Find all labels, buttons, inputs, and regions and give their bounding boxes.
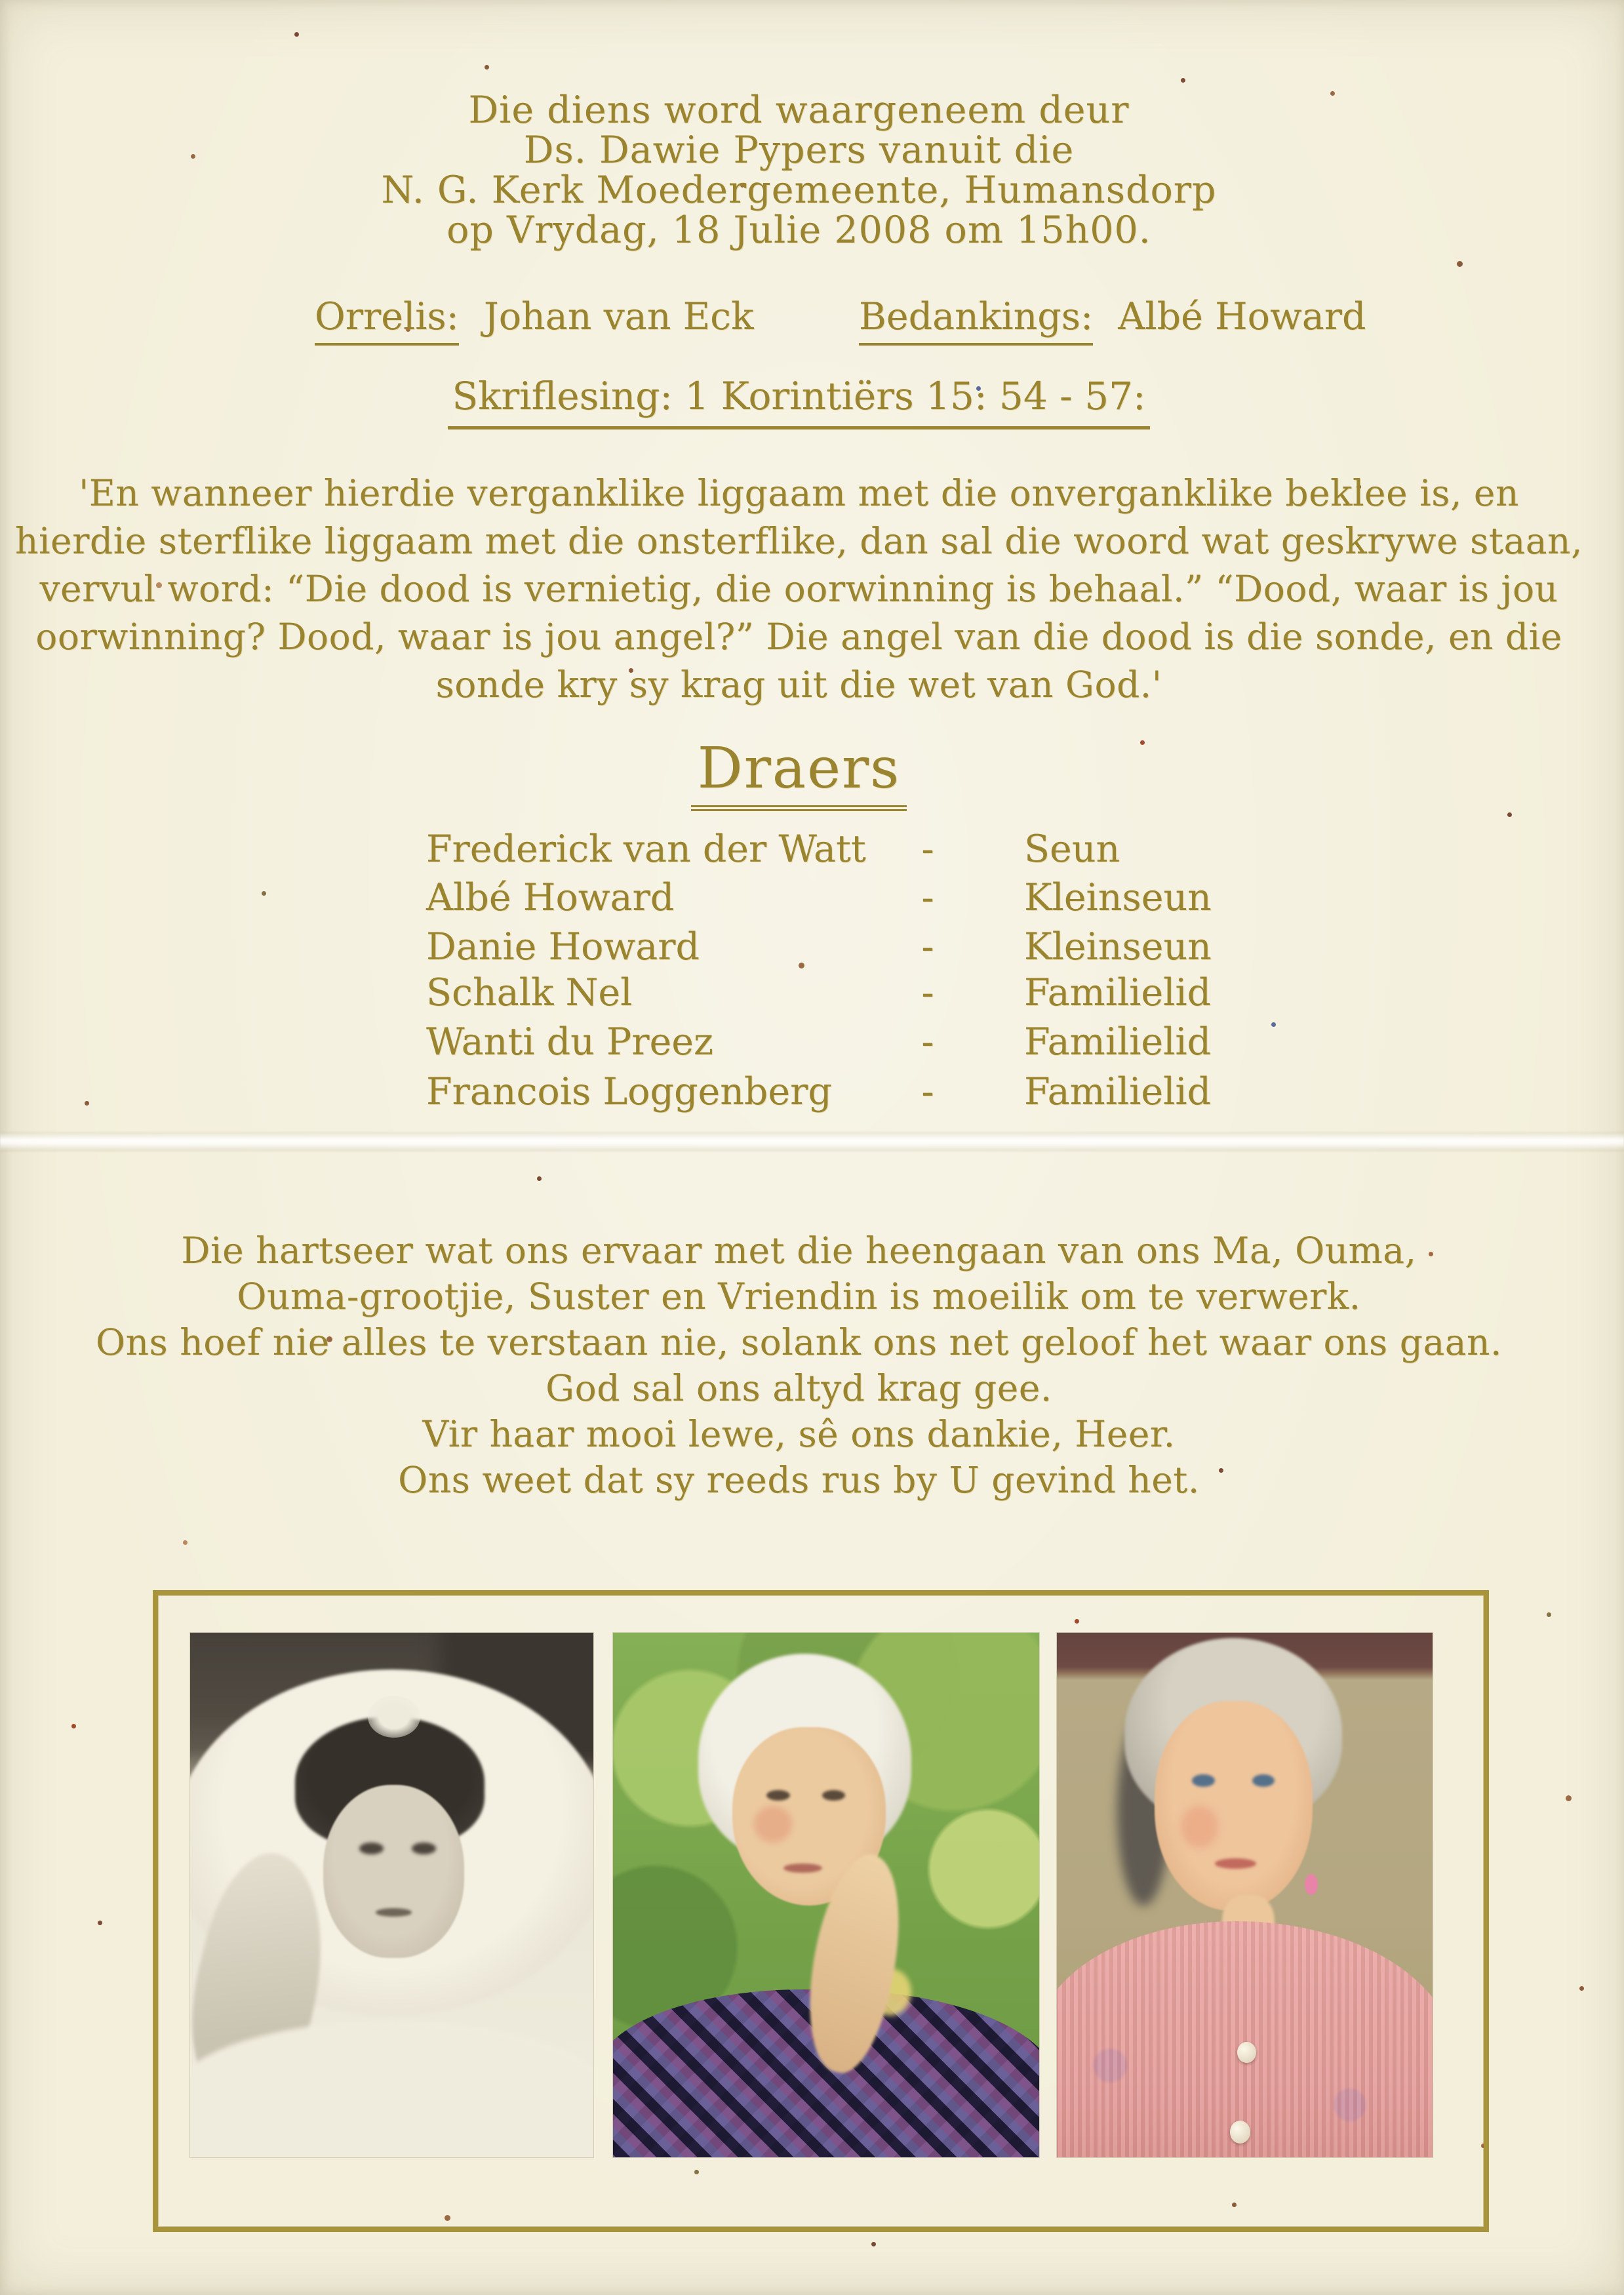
fold-crease	[0, 1132, 1624, 1151]
scripture-heading	[0, 374, 1611, 429]
eye-shape	[359, 1843, 384, 1854]
organist-name: Johan van Eck	[483, 295, 754, 338]
wedding-dress-shape	[190, 2021, 593, 2157]
service-note-line: N. G. Kerk Moedergemeente, Humansdorp	[381, 169, 1217, 212]
service-note-line: op Vrydag, 18 Julie 2008 om 15h00.	[446, 209, 1151, 252]
photo-pink-cardigan-portrait	[1057, 1633, 1433, 2157]
face-shape	[1155, 1701, 1313, 1911]
bearer-role: Familielid	[1024, 971, 1212, 1014]
thanks-name: Albé Howard	[1118, 295, 1366, 338]
bearer-separator: -	[921, 1070, 934, 1113]
bearer-name: Albé Howard	[426, 876, 675, 919]
bearer-name: Schalk Nel	[426, 971, 633, 1014]
organist-label: Orrelis:	[315, 295, 459, 346]
bearer-role: Kleinseun	[1024, 925, 1212, 968]
organist-credit	[315, 295, 754, 338]
bearer-role: Familielid	[1024, 1070, 1212, 1113]
bearer-name: Frederick van der Watt	[426, 828, 866, 871]
bearer-role: Familielid	[1024, 1020, 1212, 1064]
thanks-label: Bedankings:	[859, 295, 1093, 346]
photo-frame	[153, 1590, 1489, 2232]
scripture-line: vervul word: “Die dood is vernietig, die oorwinning is behaal.” “Dood, waar is jou	[39, 568, 1558, 610]
scripture-line: 'En wanneer hierdie verganklike liggaam met die onverganklike beklee is, en	[79, 472, 1519, 514]
service-note-line: Die diens word waargeneem deur	[468, 89, 1130, 132]
bearer-separator: -	[921, 828, 934, 871]
button-shape	[1237, 2042, 1256, 2063]
eye-shape	[766, 1790, 790, 1801]
eye-shape	[1192, 1774, 1214, 1787]
service-note-line: Ds. Dawie Pypers vanuit die	[523, 129, 1075, 172]
tribute-line: God sal ons altyd krag gee.	[545, 1367, 1052, 1409]
button-shape	[1230, 2121, 1251, 2144]
scripture-line: hierdie sterflike liggaam met die onsterflike, dan sal die woord wat geskrywe staan,	[15, 520, 1583, 562]
tribute-line: Ouma-grootjie, Suster en Vriendin is moeilik om te verwerk.	[237, 1275, 1361, 1317]
bearer-separator: -	[921, 1020, 934, 1064]
tribute-line: Ons hoef nie alles te verstaan nie, solank ons net geloof het waar ons gaan.	[96, 1321, 1502, 1363]
bearer-separator: -	[921, 971, 934, 1014]
bearers-heading	[0, 736, 1611, 811]
bearer-name: Wanti du Preez	[426, 1020, 713, 1064]
scripture-reference: Skriflesing: 1 Korintiërs 15: 54 - 57:	[448, 374, 1149, 429]
photo-bride-portrait	[190, 1633, 593, 2157]
mouth-shape	[1215, 1858, 1256, 1869]
tribute-line: Die hartseer wat ons ervaar met die heengaan van ons Ma, Ouma,	[181, 1229, 1417, 1271]
eye-shape	[822, 1790, 846, 1801]
bearer-separator: -	[921, 925, 934, 968]
face-shape	[323, 1785, 464, 1958]
photo-garden-portrait	[613, 1633, 1039, 2157]
bearer-name: Francois Loggenberg	[426, 1070, 832, 1113]
bearers-title: Draers	[691, 736, 907, 811]
eye-shape	[412, 1843, 436, 1854]
bearer-name: Danie Howard	[426, 925, 700, 968]
service-note	[0, 90, 1611, 250]
tribute-line: Vir haar mooi lewe, sê ons dankie, Heer.	[422, 1413, 1176, 1455]
bearer-role: Seun	[1024, 828, 1120, 871]
thanks-credit	[859, 295, 1366, 338]
tiara-shape	[368, 1696, 420, 1738]
cheek-shape	[1181, 1806, 1218, 1848]
tribute-verse	[0, 1227, 1611, 1503]
mouth-shape	[376, 1908, 412, 1917]
scripture-line: sonde kry sy krag uit die wet van God.'	[435, 664, 1162, 706]
bearer-role: Kleinseun	[1024, 876, 1212, 919]
scripture-passage	[0, 469, 1611, 709]
scripture-line: oorwinning? Dood, waar is jou angel?” Die angel van die dood is die sonde, en die	[35, 616, 1562, 658]
cheek-shape	[754, 1806, 793, 1843]
tribute-line: Ons weet dat sy reeds rus by U gevind het.	[398, 1459, 1200, 1501]
bearer-separator: -	[921, 876, 934, 919]
